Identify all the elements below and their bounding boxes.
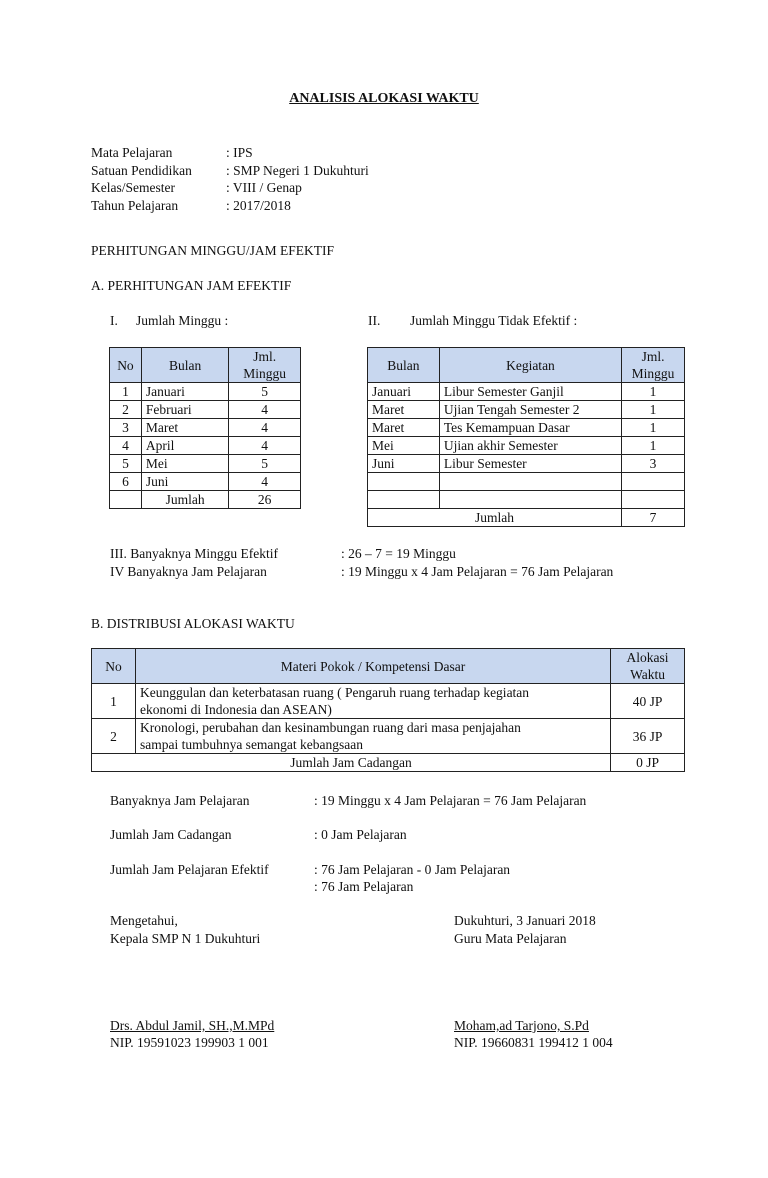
table-row <box>110 473 301 491</box>
info-value-school: : SMP Negeri 1 Dukuhturi <box>226 163 369 178</box>
col-header-allocation: Alokasi Waktu <box>611 649 685 684</box>
cell-allocation: 36 JP <box>611 719 685 754</box>
cell-month: Maret <box>368 401 440 419</box>
cell-month <box>368 491 440 509</box>
cell-weeks: 5 <box>229 383 301 401</box>
cell-activity: Libur Semester <box>439 455 621 473</box>
table-row <box>92 719 685 754</box>
sign-left-line2: Kepala SMP N 1 Dukuhturi <box>110 931 261 946</box>
sign-right-line2: Guru Mata Pelajaran <box>454 931 567 946</box>
col-header-material: Materi Pokok / Kompetensi Dasar <box>135 649 610 684</box>
sub-i-number: I. <box>110 313 118 328</box>
info-label-year: Tahun Pelajaran <box>91 198 179 213</box>
cell-no: 3 <box>110 419 142 437</box>
total-value: 7 <box>622 509 685 527</box>
table-time-distribution <box>91 648 685 772</box>
cell-month: Februari <box>141 401 228 419</box>
calc-reserve-hours-label: Jumlah Jam Cadangan <box>110 827 232 842</box>
total-label: Jumlah <box>368 509 622 527</box>
sub-ii-number: II. <box>368 313 381 328</box>
cell-month <box>368 473 440 491</box>
cell-month: April <box>141 437 228 455</box>
sign-left-line1: Mengetahui, <box>110 913 178 928</box>
heading-b: B. DISTRIBUSI ALOKASI WAKTU <box>91 616 295 631</box>
heading-main: PERHITUNGAN MINGGU/JAM EFEKTIF <box>91 243 334 258</box>
col-header-month: Bulan <box>141 348 228 383</box>
cell-no: 2 <box>92 719 136 754</box>
cell-no: 6 <box>110 473 142 491</box>
info-label-subject: Mata Pelajaran <box>91 145 173 160</box>
cell-weeks: 4 <box>229 437 301 455</box>
sign-left-nip: NIP. 19591023 199903 1 001 <box>110 1035 269 1050</box>
cell-no: 4 <box>110 437 142 455</box>
summary-lesson-hours-value: : 19 Minggu x 4 Jam Pelajaran = 76 Jam Pelajaran <box>341 564 614 579</box>
table-row <box>368 473 685 491</box>
cell-activity: Libur Semester Ganjil <box>439 383 621 401</box>
cell-weeks: 3 <box>622 455 685 473</box>
cell-month: Juni <box>368 455 440 473</box>
table-row <box>110 455 301 473</box>
total-value: 0 JP <box>611 754 685 772</box>
cell-month: Maret <box>368 419 440 437</box>
cell-month: Juni <box>141 473 228 491</box>
cell-weeks: 5 <box>229 455 301 473</box>
sub-i-text: Jumlah Minggu : <box>136 313 229 328</box>
sign-right-nip: NIP. 19660831 199412 1 004 <box>454 1035 613 1050</box>
col-header-month: Bulan <box>368 348 440 383</box>
cell-no: 1 <box>92 684 136 719</box>
cell-no: 2 <box>110 401 142 419</box>
cell-activity <box>439 473 621 491</box>
calc-effective-hours-result: : 76 Jam Pelajaran <box>314 879 414 894</box>
info-value-subject: : IPS <box>226 145 253 160</box>
calc-lesson-hours-label: Banyaknya Jam Pelajaran <box>110 793 250 808</box>
summary-effective-weeks-label: III. Banyaknya Minggu Efektif <box>110 546 278 561</box>
table-weeks <box>109 347 301 509</box>
table-header-row <box>92 649 685 684</box>
cell-month: Januari <box>141 383 228 401</box>
total-label: Jumlah <box>141 491 228 509</box>
summary-lesson-hours-label: IV Banyaknya Jam Pelajaran <box>110 564 267 579</box>
info-value-class: : VIII / Genap <box>226 180 302 195</box>
table-row <box>368 419 685 437</box>
table-row <box>368 491 685 509</box>
cell-month: Maret <box>141 419 228 437</box>
calc-reserve-hours-value: : 0 Jam Pelajaran <box>314 827 407 842</box>
sign-right-name: Moham,ad Tarjono, S.Pd <box>454 1018 589 1033</box>
cell-activity <box>439 491 621 509</box>
cell-weeks: 4 <box>229 473 301 491</box>
table-row <box>92 684 685 719</box>
col-header-activity: Kegiatan <box>439 348 621 383</box>
table-total-row <box>92 754 685 772</box>
info-label-school: Satuan Pendidikan <box>91 163 192 178</box>
cell-month: Januari <box>368 383 440 401</box>
calc-effective-hours-label: Jumlah Jam Pelajaran Efektif <box>110 862 269 877</box>
cell-weeks: 4 <box>229 401 301 419</box>
cell-weeks <box>622 473 685 491</box>
info-label-class: Kelas/Semester <box>91 180 175 195</box>
cell-material: Kronologi, perubahan dan kesinambungan ruang dari masa penjajahan sampai tumbuhnya semangat kebangsaan <box>135 719 610 754</box>
cell-activity: Tes Kemampuan Dasar <box>439 419 621 437</box>
cell-weeks <box>622 491 685 509</box>
cell-weeks: 1 <box>622 419 685 437</box>
table-row <box>110 419 301 437</box>
cell-no: 5 <box>110 455 142 473</box>
document-title: ANALISIS ALOKASI WAKTU <box>289 91 479 106</box>
table-row <box>368 383 685 401</box>
col-header-no: No <box>110 348 142 383</box>
col-header-weeks: Jml. Minggu <box>622 348 685 383</box>
summary-effective-weeks-value: : 26 – 7 = 19 Minggu <box>341 546 456 561</box>
cell-material: Keunggulan dan keterbatasan ruang ( Pengaruh ruang terhadap kegiatan ekonomi di Indonesia dan ASEAN) <box>135 684 610 719</box>
cell-month: Mei <box>141 455 228 473</box>
cell-weeks: 4 <box>229 419 301 437</box>
calc-lesson-hours-value: : 19 Minggu x 4 Jam Pelajaran = 76 Jam Pelajaran <box>314 793 587 808</box>
table-row <box>110 437 301 455</box>
table-total-row <box>368 509 685 527</box>
cell-weeks: 1 <box>622 401 685 419</box>
calc-effective-hours-value: : 76 Jam Pelajaran - 0 Jam Pelajaran <box>314 862 511 877</box>
sub-ii-text: Jumlah Minggu Tidak Efektif : <box>410 313 578 328</box>
info-value-year: : 2017/2018 <box>226 198 291 213</box>
cell-empty <box>110 491 142 509</box>
cell-weeks: 1 <box>622 383 685 401</box>
sign-right-line1: Dukuhturi, 3 Januari 2018 <box>454 913 596 928</box>
cell-activity: Ujian akhir Semester <box>439 437 621 455</box>
total-value: 26 <box>229 491 301 509</box>
cell-allocation: 40 JP <box>611 684 685 719</box>
col-header-weeks: Jml. Minggu <box>229 348 301 383</box>
table-non-effective-weeks <box>367 347 685 527</box>
total-label: Jumlah Jam Cadangan <box>92 754 611 772</box>
table-row <box>368 401 685 419</box>
cell-weeks: 1 <box>622 437 685 455</box>
table-row <box>368 455 685 473</box>
table-row <box>110 383 301 401</box>
sign-left-name: Drs. Abdul Jamil, SH.,M.MPd <box>110 1018 275 1033</box>
table-row <box>368 437 685 455</box>
cell-activity: Ujian Tengah Semester 2 <box>439 401 621 419</box>
heading-a: A. PERHITUNGAN JAM EFEKTIF <box>91 278 292 293</box>
table-header-row <box>110 348 301 383</box>
col-header-no: No <box>92 649 136 684</box>
table-header-row <box>368 348 685 383</box>
cell-month: Mei <box>368 437 440 455</box>
cell-no: 1 <box>110 383 142 401</box>
table-total-row <box>110 491 301 509</box>
table-row <box>110 401 301 419</box>
